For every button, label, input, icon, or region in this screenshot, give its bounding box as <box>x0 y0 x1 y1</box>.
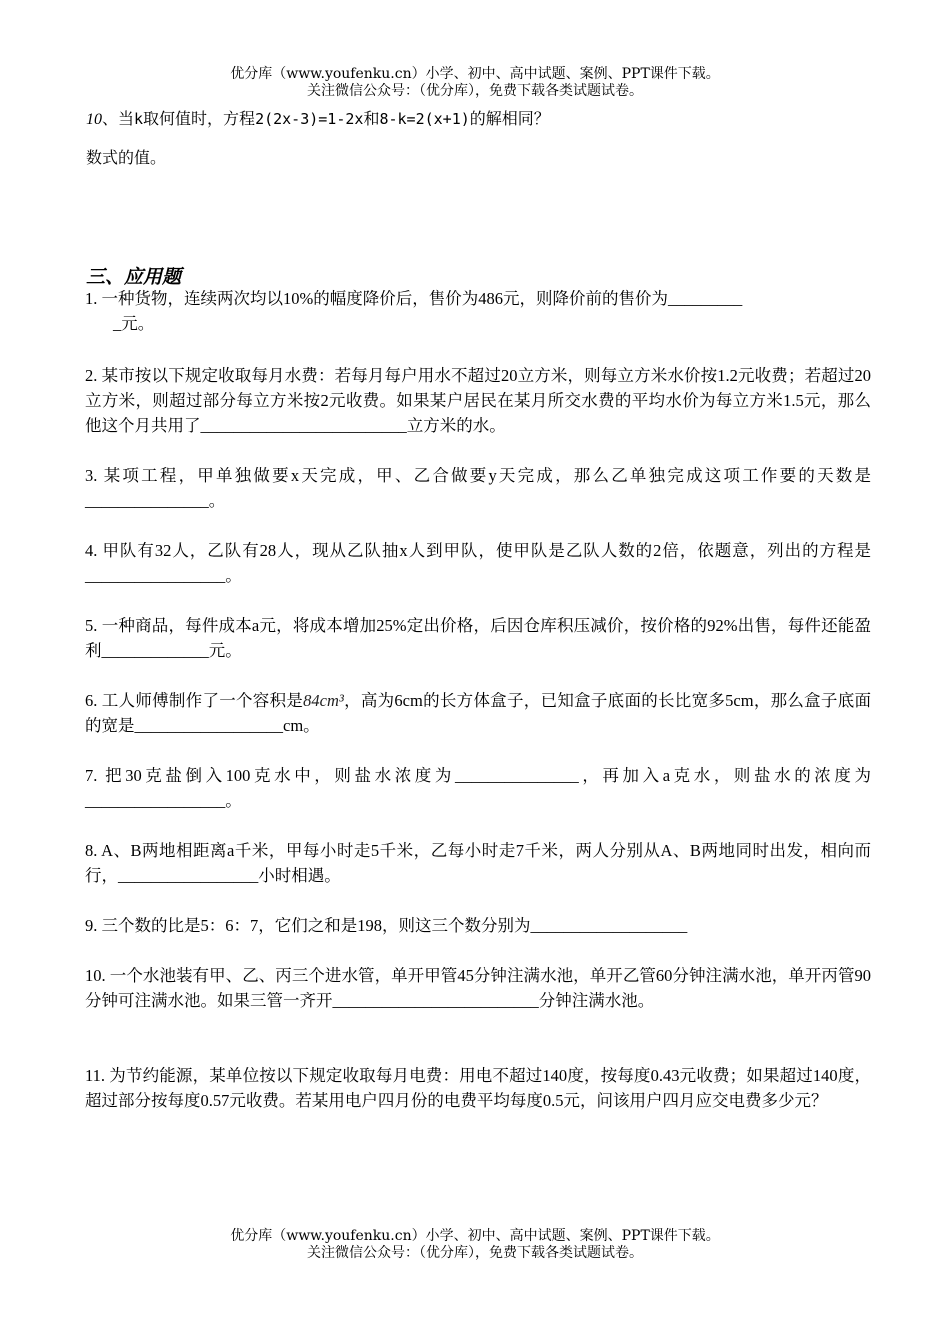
problem-text: 10. 一个水池装有甲、乙、丙三个进水管，单开甲管45分钟注满水池，单开乙管60分钟注满水池，单开丙管90分钟可注满水池。如果三管一齐开 <box>85 966 871 1010</box>
problem-4 <box>85 538 871 588</box>
problem-text: 4. 甲队有32人，乙队有28人，现从乙队抽x人到甲队，使甲队是乙队人数的2倍，依题意，列出的方程是 <box>85 541 871 560</box>
problem-text: 。 <box>225 566 242 585</box>
header-line-2: 关注微信公众号：（优分库），免费下载各类试题试卷。 <box>307 83 643 99</box>
problem-text: 小时相遇。 <box>258 866 341 885</box>
problem-10 <box>85 963 871 1013</box>
problem-text: 1. 一种货物，连续两次均以10%的幅度降价后，售价为486元，则降价前的售价为 <box>85 289 668 308</box>
problem-text: 7. 把30克盐倒入100克水中，则盐水浓度为 <box>85 766 455 785</box>
problem-text: 8. A、B两地相距离a千米，甲每小时走5千米，乙每小时走7千米，两人分别从A、B两地同时出发，相向而行， <box>85 841 871 885</box>
problem-7 <box>85 763 871 813</box>
problem-1 <box>85 286 871 336</box>
problem-text: 分钟注满水池。 <box>538 991 655 1010</box>
answer-blank: _________________ <box>85 791 226 810</box>
page-header <box>0 66 950 100</box>
q10-text: 和 <box>363 109 380 128</box>
problem-text: 5. 一种商品，每件成本a元，将成本增加25%定出价格，后因仓库积压减价，按价格的92%出售，每件还能盈利 <box>85 616 871 660</box>
math-expression: 84cm³ <box>303 691 344 710</box>
answer-blank: _______________ <box>85 491 209 510</box>
problem-text: 3. 某项工程，甲单独做要x天完成，甲、乙合做要y天完成，那么乙单独完成这项工作要的天数是 <box>85 466 871 485</box>
problem-text: 6. 工人师傅制作了一个容积是 <box>85 691 304 710</box>
answer-blank: _______________ <box>454 766 579 785</box>
answer-blank: ___________________ <box>530 916 688 935</box>
problem-text: 。 <box>225 791 242 810</box>
answer-blank: _____________ <box>101 641 209 660</box>
answer-blank: __________________ <box>134 716 283 735</box>
problem-text: 。 <box>208 491 226 510</box>
answer-blank: _________ <box>668 289 743 308</box>
section-title: 三、应用题 <box>86 266 182 288</box>
problem-9 <box>85 913 871 938</box>
footer-line-1: 优分库（www.youfenku.cn）小学、初中、高中试题、案例、PPT课件下载。 <box>230 1228 720 1244</box>
answer-blank: _________________________ <box>200 416 407 435</box>
problem-2 <box>85 363 871 438</box>
text-fragment: 数式的值。 <box>86 148 167 167</box>
answer-blank: _ <box>113 314 122 333</box>
problem-8 <box>85 838 871 888</box>
problem-text: ，再加入a克水，则盐水的浓度为 <box>578 766 871 785</box>
problem-3 <box>85 463 871 513</box>
q10-text: 、当 <box>102 109 135 128</box>
q10-text: 取何值时，方程 <box>143 109 256 128</box>
problem-text: cm。 <box>283 716 320 735</box>
problem-text: 9. 三个数的比是5：6：7，它们之和是198，则这三个数分别为 <box>85 916 531 935</box>
previous-question-10 <box>86 106 550 129</box>
answer-blank: _________________ <box>85 566 226 585</box>
header-line-1: 优分库（www.youfenku.cn）小学、初中、高中试题、案例、PPT课件下载。 <box>230 66 720 82</box>
q10-equation-1: 2(2x-3)=1-2x <box>255 110 364 128</box>
q10-variable: k <box>134 110 144 128</box>
question-number: 10 <box>86 111 102 128</box>
problem-5 <box>85 613 871 663</box>
footer-line-2: 关注微信公众号：（优分库），免费下载各类试题试卷。 <box>307 1245 643 1261</box>
problem-text: 元。 <box>208 641 242 660</box>
q10-text: 的解相同？ <box>469 109 550 128</box>
problem-list <box>85 286 871 1138</box>
problem-text: 2. 某市按以下规定收取每月水费：若每月每户用水不超过20立方米，则每立方米水价按1.2元收费；若超过20立方米，则超过部分每立方米按2元收费。如果某户居民在某月所交水费的平均水价为每立方米1.5元，那么他这个月共用了 <box>85 366 871 435</box>
problem-6 <box>85 688 871 738</box>
problem-11: 11. 为节约能源，某单位按以下规定收取每月电费：用电不超过140度，按每度0.43元收费；如果超过140度，超过部分按每度0.57元收费。若某用电户四月份的电费平均每度0.5元，问该用户四月应交电费多少元？ <box>85 1066 871 1110</box>
problem-text: ，高为6cm的长方体盒子，已知盒子底面的长比宽多5cm，那么盒子底面的宽是 <box>85 691 871 735</box>
answer-blank: _________________________ <box>332 991 539 1010</box>
page-footer <box>0 1228 950 1262</box>
answer-blank: _________________ <box>118 866 259 885</box>
problem-text: 立方米的水。 <box>406 416 506 435</box>
problem-text: 元。 <box>121 314 155 333</box>
q10-equation-2: 8-k=2(x+1) <box>379 110 470 128</box>
